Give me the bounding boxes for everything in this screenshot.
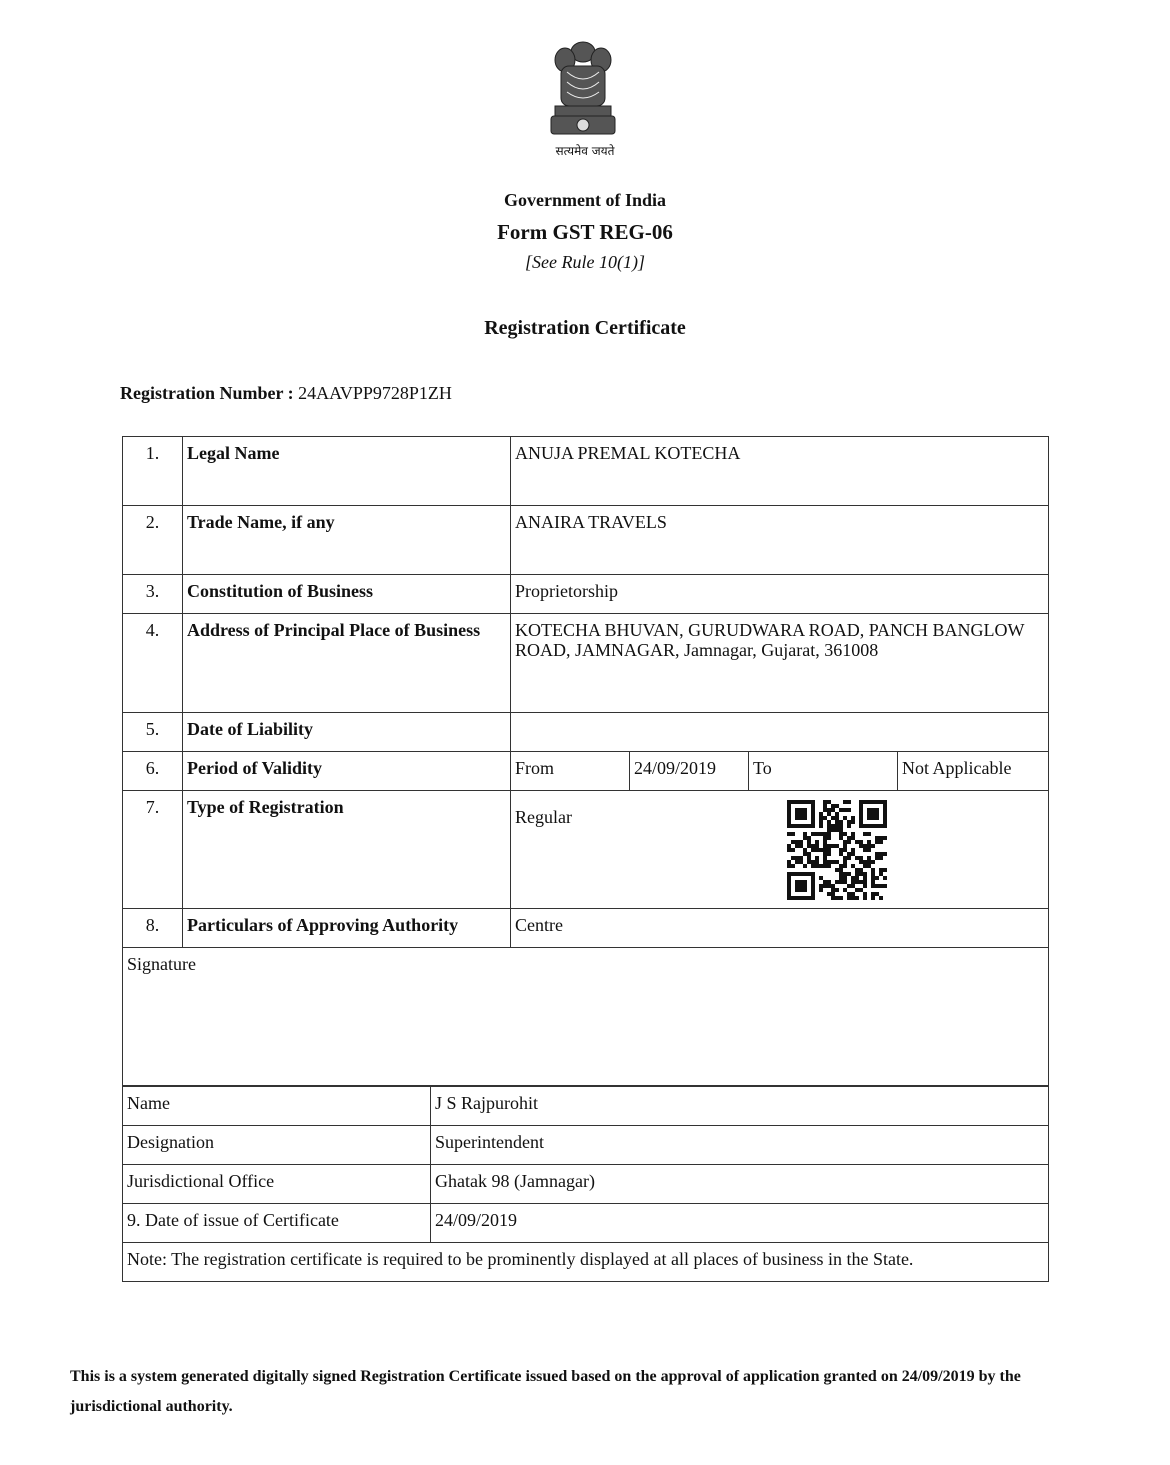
table-row	[123, 909, 1049, 948]
table-row	[123, 506, 1049, 575]
row-number: 8.	[123, 909, 183, 948]
table-row	[123, 791, 1049, 909]
validity-from-label: From	[511, 752, 630, 791]
footer-statement: This is a system generated digitally signed Registration Certificate issued based on the approval of application granted on 24/09/2019 by the jurisdictional authority.	[70, 1368, 1021, 1415]
row-value	[511, 713, 1049, 752]
validity-to-label: To	[749, 752, 898, 791]
certificate-table	[122, 436, 1049, 1086]
validity-to-date: Not Applicable	[898, 752, 1049, 791]
table-row	[123, 614, 1049, 713]
signatory-table	[122, 1086, 1049, 1282]
government-title: Government of India	[504, 190, 666, 210]
note-text: Note: The registration certificate is required to be prominently displayed at all places of business in the State.	[123, 1243, 1049, 1282]
name-label: Name	[123, 1087, 431, 1126]
row-value: ANAIRA TRAVELS	[511, 506, 1049, 575]
table-row	[123, 437, 1049, 506]
office-value: Ghatak 98 (Jamnagar)	[431, 1165, 1049, 1204]
row-number: 1.	[123, 437, 183, 506]
table-row	[123, 1204, 1049, 1243]
table-row	[123, 1087, 1049, 1126]
table-row	[123, 752, 1049, 791]
registration-number-value: 24AAVPP9728P1ZH	[298, 383, 452, 403]
table-row	[123, 713, 1049, 752]
signature-row	[123, 948, 1049, 1086]
registration-number-label: Registration Number :	[120, 383, 294, 403]
row-value: Centre	[511, 909, 1049, 948]
issue-date-value: 24/09/2019	[431, 1204, 1049, 1243]
qr-code-icon	[787, 800, 887, 900]
table-row	[123, 1165, 1049, 1204]
certificate-title: Registration Certificate	[484, 317, 686, 339]
table-row	[123, 1126, 1049, 1165]
row-number: 7.	[123, 791, 183, 909]
row-value: Regular	[511, 791, 1049, 909]
table-row	[123, 575, 1049, 614]
row-label: Type of Registration	[183, 791, 511, 909]
row-label: Particulars of Approving Authority	[183, 909, 511, 948]
designation-value: Superintendent	[431, 1126, 1049, 1165]
row-label: Constitution of Business	[183, 575, 511, 614]
row-number: 2.	[123, 506, 183, 575]
row-label: Address of Principal Place of Business	[183, 614, 511, 713]
row-number: 5.	[123, 713, 183, 752]
row-number: 4.	[123, 614, 183, 713]
row-number: 3.	[123, 575, 183, 614]
row-value: KOTECHA BHUVAN, GURUDWARA ROAD, PANCH BANGLOW ROAD, JAMNAGAR, Jamnagar, Gujarat, 361008	[511, 614, 1049, 713]
designation-label: Designation	[123, 1126, 431, 1165]
row-label: Date of Liability	[183, 713, 511, 752]
emblem-motto: सत्यमेव जयते	[555, 144, 615, 158]
row-value: ANUJA PREMAL KOTECHA	[511, 437, 1049, 506]
registration-number-line	[120, 383, 452, 404]
signature-label: Signature	[123, 948, 1049, 1086]
name-value: J S Rajpurohit	[431, 1087, 1049, 1126]
row-label: Trade Name, if any	[183, 506, 511, 575]
form-title: Form GST REG-06	[497, 220, 673, 244]
row-label: Legal Name	[183, 437, 511, 506]
table-row	[123, 1243, 1049, 1282]
row-value: Proprietorship	[511, 575, 1049, 614]
row-number: 6.	[123, 752, 183, 791]
row-label: Period of Validity	[183, 752, 511, 791]
national-emblem-icon	[543, 36, 623, 156]
validity-from-date: 24/09/2019	[630, 752, 749, 791]
office-label: Jurisdictional Office	[123, 1165, 431, 1204]
rule-reference: [See Rule 10(1)]	[525, 252, 645, 272]
issue-date-label: 9. Date of issue of Certificate	[123, 1204, 431, 1243]
